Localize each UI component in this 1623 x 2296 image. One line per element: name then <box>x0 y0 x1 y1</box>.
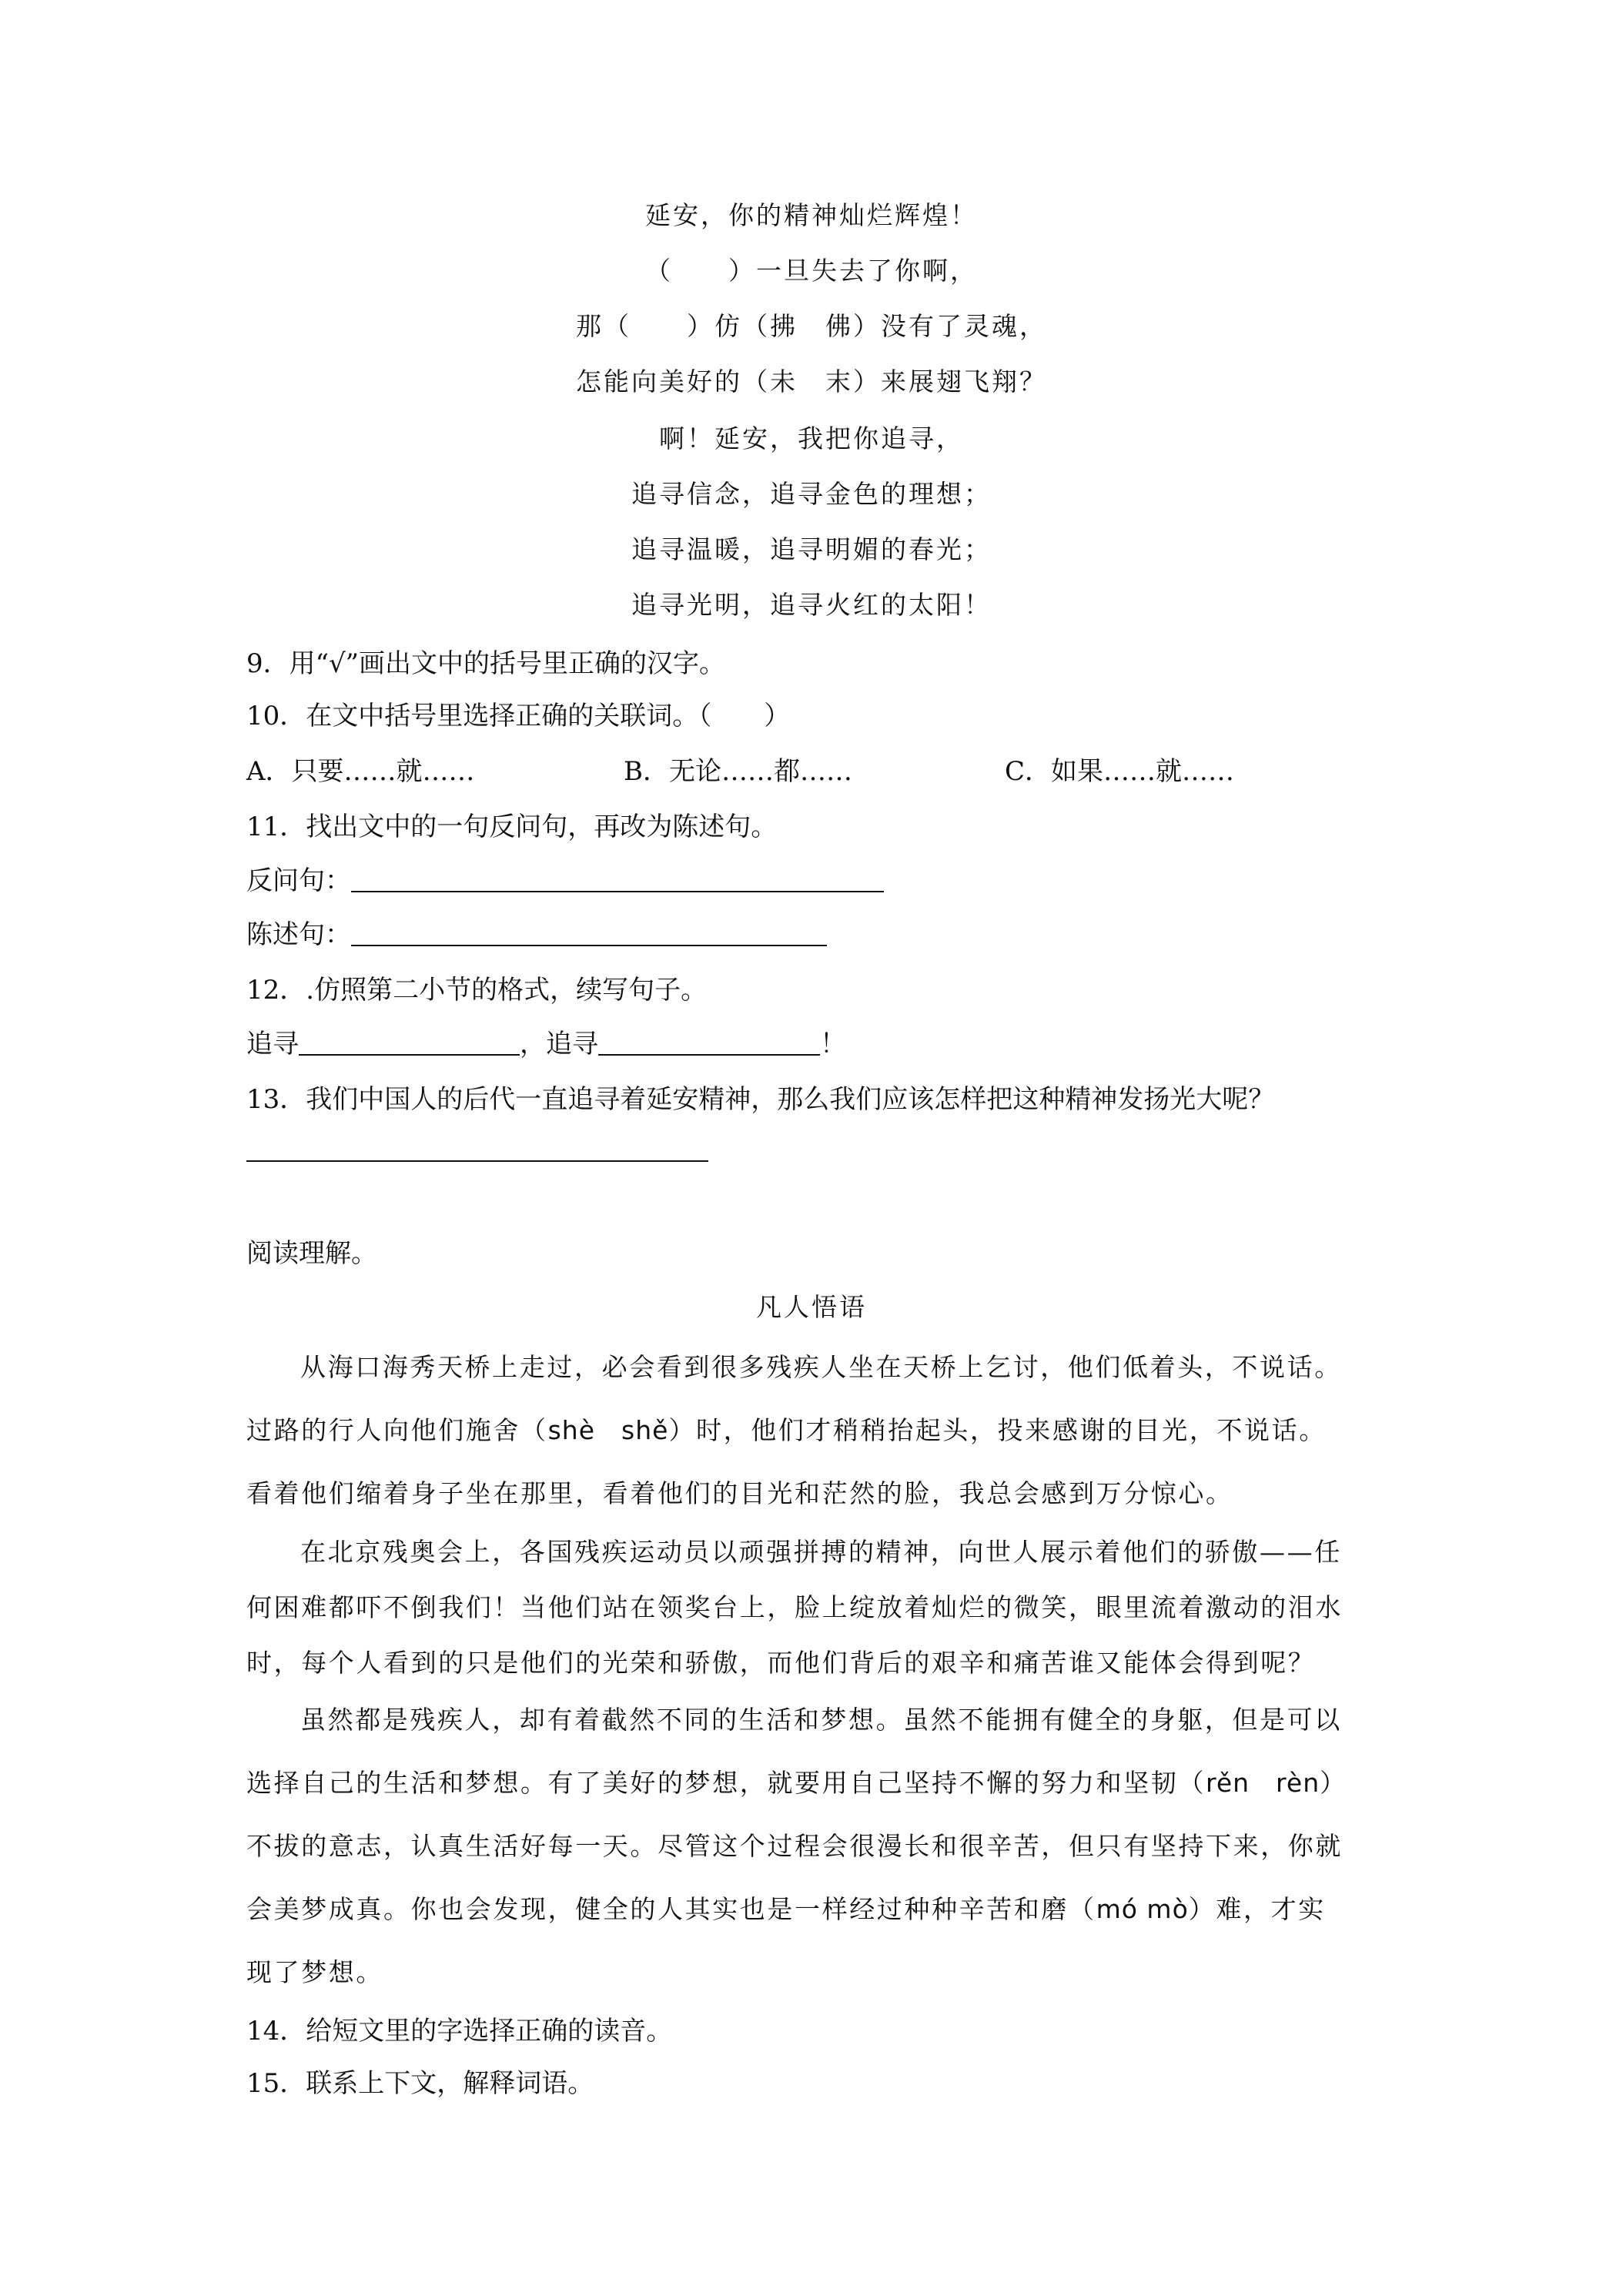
question-9: 9．用“√”画出文中的括号里正确的汉字。 <box>246 648 726 679</box>
passage-line: 时，每个人看到的只是他们的光荣和骄傲，而他们背后的艰辛和痛苦谁又能体会得到呢？ <box>246 1648 1316 1678</box>
answer-blank[interactable] <box>246 1137 708 1162</box>
poem-line: 追寻温暖，追寻明媚的春光； <box>631 534 992 564</box>
passage-line: 现了梦想。 <box>246 1957 383 1987</box>
poem-line: （ ）一旦失去了你啊， <box>645 256 978 286</box>
continuation-row <box>246 1026 846 1063</box>
pinyin-choice[interactable]: shè shě <box>547 1415 669 1445</box>
pinyin-choice[interactable]: rěn rèn <box>1206 1768 1320 1798</box>
passage-line: 虽然都是残疾人，却有着截然不同的生活和梦想。虽然不能拥有健全的身躯，但是可以 <box>300 1705 1342 1735</box>
poem-line: 延安，你的精神灿烂辉煌！ <box>645 200 978 230</box>
answer-row-declarative <box>246 916 827 953</box>
answer-row-rhetorical <box>246 862 884 899</box>
answer-blank[interactable] <box>351 922 827 946</box>
poem-line: 啊！延安，我把你追寻， <box>659 423 964 454</box>
section-heading: 阅读理解。 <box>246 1238 377 1269</box>
passage-line: 不拔的意志，认真生活好每一天。尽管这个过程会很漫长和很辛苦，但只有坚持下来，你就 <box>246 1831 1343 1861</box>
passage-line: 会美梦成真。你也会发现，健全的人其实也是一样经过种种辛苦和磨（mó mò）难，才实 <box>246 1894 1326 1924</box>
continuation-text: ！ <box>820 1029 846 1059</box>
question-15: 15．联系上下文，解释词语。 <box>246 2068 594 2099</box>
poem-line: 怎能向美好的（未 末）来展翅飞翔？ <box>576 366 1047 397</box>
answer-label: 陈述句： <box>246 919 351 950</box>
answer-row-13 <box>246 1132 708 1169</box>
passage-line: 在北京残奥会上，各国残疾运动员以顽强拼搏的精神，向世人展示着他们的骄傲——任 <box>300 1537 1342 1567</box>
poem-line: 追寻信念，追寻金色的理想； <box>631 479 992 509</box>
passage-title: 凡人悟语 <box>756 1292 867 1322</box>
question-14: 14．给短文里的字选择正确的读音。 <box>246 2016 673 2047</box>
answer-blank[interactable] <box>351 868 884 892</box>
answer-label: 反问句： <box>246 865 351 896</box>
passage-line: 何困难都吓不倒我们！当他们站在领奖台上，脸上绽放着灿烂的微笑，眼里流着激动的泪水 <box>246 1592 1343 1622</box>
passage-line: 从海口海秀天桥上走过，必会看到很多残疾人坐在天桥上乞讨，他们低着头，不说话。 <box>300 1352 1342 1382</box>
answer-blank[interactable] <box>299 1031 520 1056</box>
option-a[interactable]: A．只要……就…… <box>246 756 475 787</box>
passage-line: 看着他们缩着身子坐在那里，看着他们的目光和茫然的脸，我总会感到万分惊心。 <box>246 1478 1233 1508</box>
continuation-text: ，追寻 <box>520 1029 598 1059</box>
pinyin-choice[interactable]: mó mò <box>1096 1894 1189 1924</box>
option-c[interactable]: C．如果……就…… <box>1005 756 1235 787</box>
option-b[interactable]: B．无论……都…… <box>624 756 852 787</box>
continuation-text: 追寻 <box>246 1029 299 1059</box>
poem-line: 那（ ）仿（拂 佛）没有了灵魂， <box>576 311 1047 341</box>
poem-line: 追寻光明，追寻火红的太阳！ <box>631 590 992 620</box>
answer-blank[interactable] <box>598 1031 820 1056</box>
question-10: 10．在文中括号里选择正确的关联词。（ ） <box>246 701 791 731</box>
question-12: 12．.仿照第二小节的格式，续写句子。 <box>246 975 708 1006</box>
question-11: 11．找出文中的一句反问句，再改为陈述句。 <box>246 812 778 842</box>
question-13: 13．我们中国人的后代一直追寻着延安精神，那么我们应该怎样把这种精神发扬光大呢？ <box>246 1084 1275 1115</box>
passage-line: 选择自己的生活和梦想。有了美好的梦想，就要用自己坚持不懈的努力和坚韧（rěn rèn） <box>246 1768 1347 1798</box>
passage-line: 过路的行人向他们施舍（shè shě）时，他们才稍稍抬起头，投来感谢的目光，不说话。 <box>246 1415 1327 1445</box>
